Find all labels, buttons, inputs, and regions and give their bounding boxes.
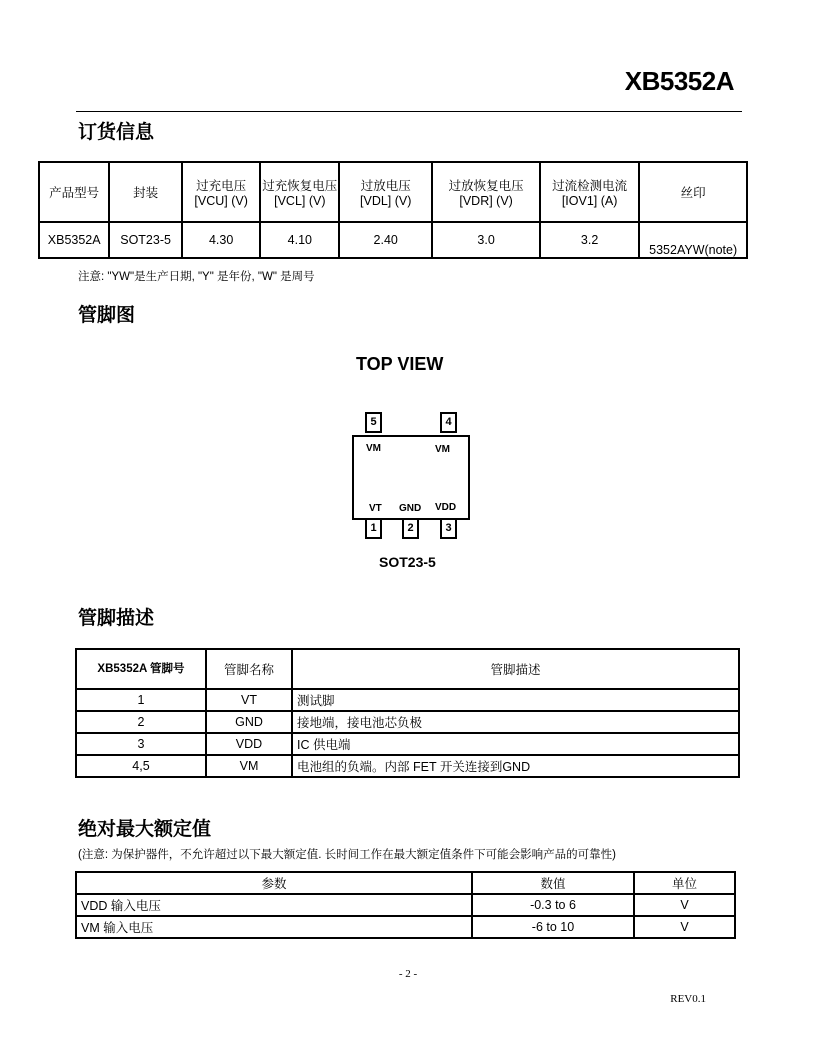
table-row — [76, 916, 735, 938]
pin-description-cell: IC 供电端 — [292, 733, 739, 755]
pin-number-cell: 4,5 — [76, 755, 206, 777]
pin-2-box: 2 — [402, 518, 419, 539]
pin-5-box: 5 — [365, 412, 382, 433]
ordering-header-cell: 封装 — [109, 162, 181, 222]
ordering-cell: 4.10 — [260, 222, 339, 258]
table-row — [76, 689, 739, 711]
table-row — [76, 711, 739, 733]
pin-1-label: VT — [369, 503, 382, 514]
pin-name-cell: GND — [206, 711, 292, 733]
pin-desc-header-cell — [76, 649, 206, 689]
abs-max-title: 绝对最大额定值 — [78, 818, 212, 840]
table-row — [76, 894, 735, 916]
ordering-cell: 5352AYW(note) — [639, 222, 747, 258]
abs-max-table — [75, 871, 736, 939]
pin-name-cell: VM — [206, 755, 292, 777]
pin-4-box: 4 — [440, 412, 457, 433]
header-rule — [76, 111, 742, 112]
abs-max-header-cell: 单位 — [634, 872, 735, 894]
ordering-note: 注意: "YW"是生产日期, "Y" 是年份, "W" 是周号 — [78, 271, 315, 283]
pin-desc-table — [75, 648, 740, 778]
ordering-header-cell: 产品型号 — [39, 162, 109, 222]
pin-description-cell: 电池组的负端。内部 FET 开关连接到GND — [292, 755, 739, 777]
parameter-cell: VDD 输入电压 — [76, 894, 472, 916]
pin-name-cell: VDD — [206, 733, 292, 755]
parameter-cell: VM 输入电压 — [76, 916, 472, 938]
ordering-cell: 3.2 — [540, 222, 639, 258]
part-number: XB5352A — [624, 66, 734, 96]
pin-4-label: VM — [435, 444, 450, 455]
revision-label: REV0.1 — [670, 993, 706, 1005]
pin-description-cell: 测试脚 — [292, 689, 739, 711]
ordering-header-cell: 过流检测电流 [IOV1] (A) — [540, 162, 639, 222]
top-view-label: TOP VIEW — [356, 354, 444, 374]
ordering-cell: 4.30 — [182, 222, 261, 258]
ordering-data-row — [39, 222, 747, 258]
pin-1-box: 1 — [365, 518, 382, 539]
pin-name-cell: VT — [206, 689, 292, 711]
pin-number-cell: 2 — [76, 711, 206, 733]
abs-max-header-row — [76, 872, 735, 894]
pin-number-cell: 3 — [76, 733, 206, 755]
value-cell: -6 to 10 — [472, 916, 634, 938]
pin-number-cell: 1 — [76, 689, 206, 711]
pin-5-label: VM — [366, 443, 381, 454]
ordering-header-cell: 过放电压 [VDL] (V) — [339, 162, 432, 222]
pinout-title: 管脚图 — [78, 304, 136, 326]
ordering-table — [38, 161, 748, 259]
pin-desc-header-cell: 管脚名称 — [206, 649, 292, 689]
ordering-cell: 3.0 — [432, 222, 540, 258]
unit-cell: V — [634, 916, 735, 938]
pin-2-label: GND — [399, 503, 422, 514]
ordering-cell: SOT23-5 — [109, 222, 181, 258]
table-row — [76, 755, 739, 777]
value-cell: -0.3 to 6 — [472, 894, 634, 916]
abs-max-note: (注意: 为保护器件，不允许超过以下最大额定值. 长时间工作在最大额定值条件下可能会影响产品的可靠性) — [78, 849, 616, 861]
ordering-cell: 2.40 — [339, 222, 432, 258]
pin-description-cell: 接地端，接电池芯负极 — [292, 711, 739, 733]
unit-cell: V — [634, 894, 735, 916]
ordering-title: 订货信息 — [78, 121, 155, 143]
pin-desc-title: 管脚描述 — [78, 607, 155, 629]
page-number: - 2 - — [398, 968, 418, 980]
package-label: SOT23-5 — [379, 554, 436, 570]
ordering-header-cell: 过充电压 [VCU] (V) — [182, 162, 261, 222]
pin-3-box: 3 — [440, 518, 457, 539]
pin-desc-header-text: XB5352A 管脚号 — [97, 663, 185, 675]
pin-3-label: VDD — [435, 502, 457, 513]
ordering-header-cell: 过放恢复电压 [VDR] (V) — [432, 162, 540, 222]
ordering-header-cell: 丝印 — [639, 162, 747, 222]
pin-desc-header-cell: 管脚描述 — [292, 649, 739, 689]
ordering-header-cell: 过充恢复电压 [VCL] (V) — [260, 162, 339, 222]
ordering-header-row — [39, 162, 747, 222]
abs-max-header-cell: 数值 — [472, 872, 634, 894]
pin-desc-header-row — [76, 649, 739, 689]
abs-max-header-cell: 参数 — [76, 872, 472, 894]
ordering-cell: XB5352A — [39, 222, 109, 258]
table-row — [76, 733, 739, 755]
